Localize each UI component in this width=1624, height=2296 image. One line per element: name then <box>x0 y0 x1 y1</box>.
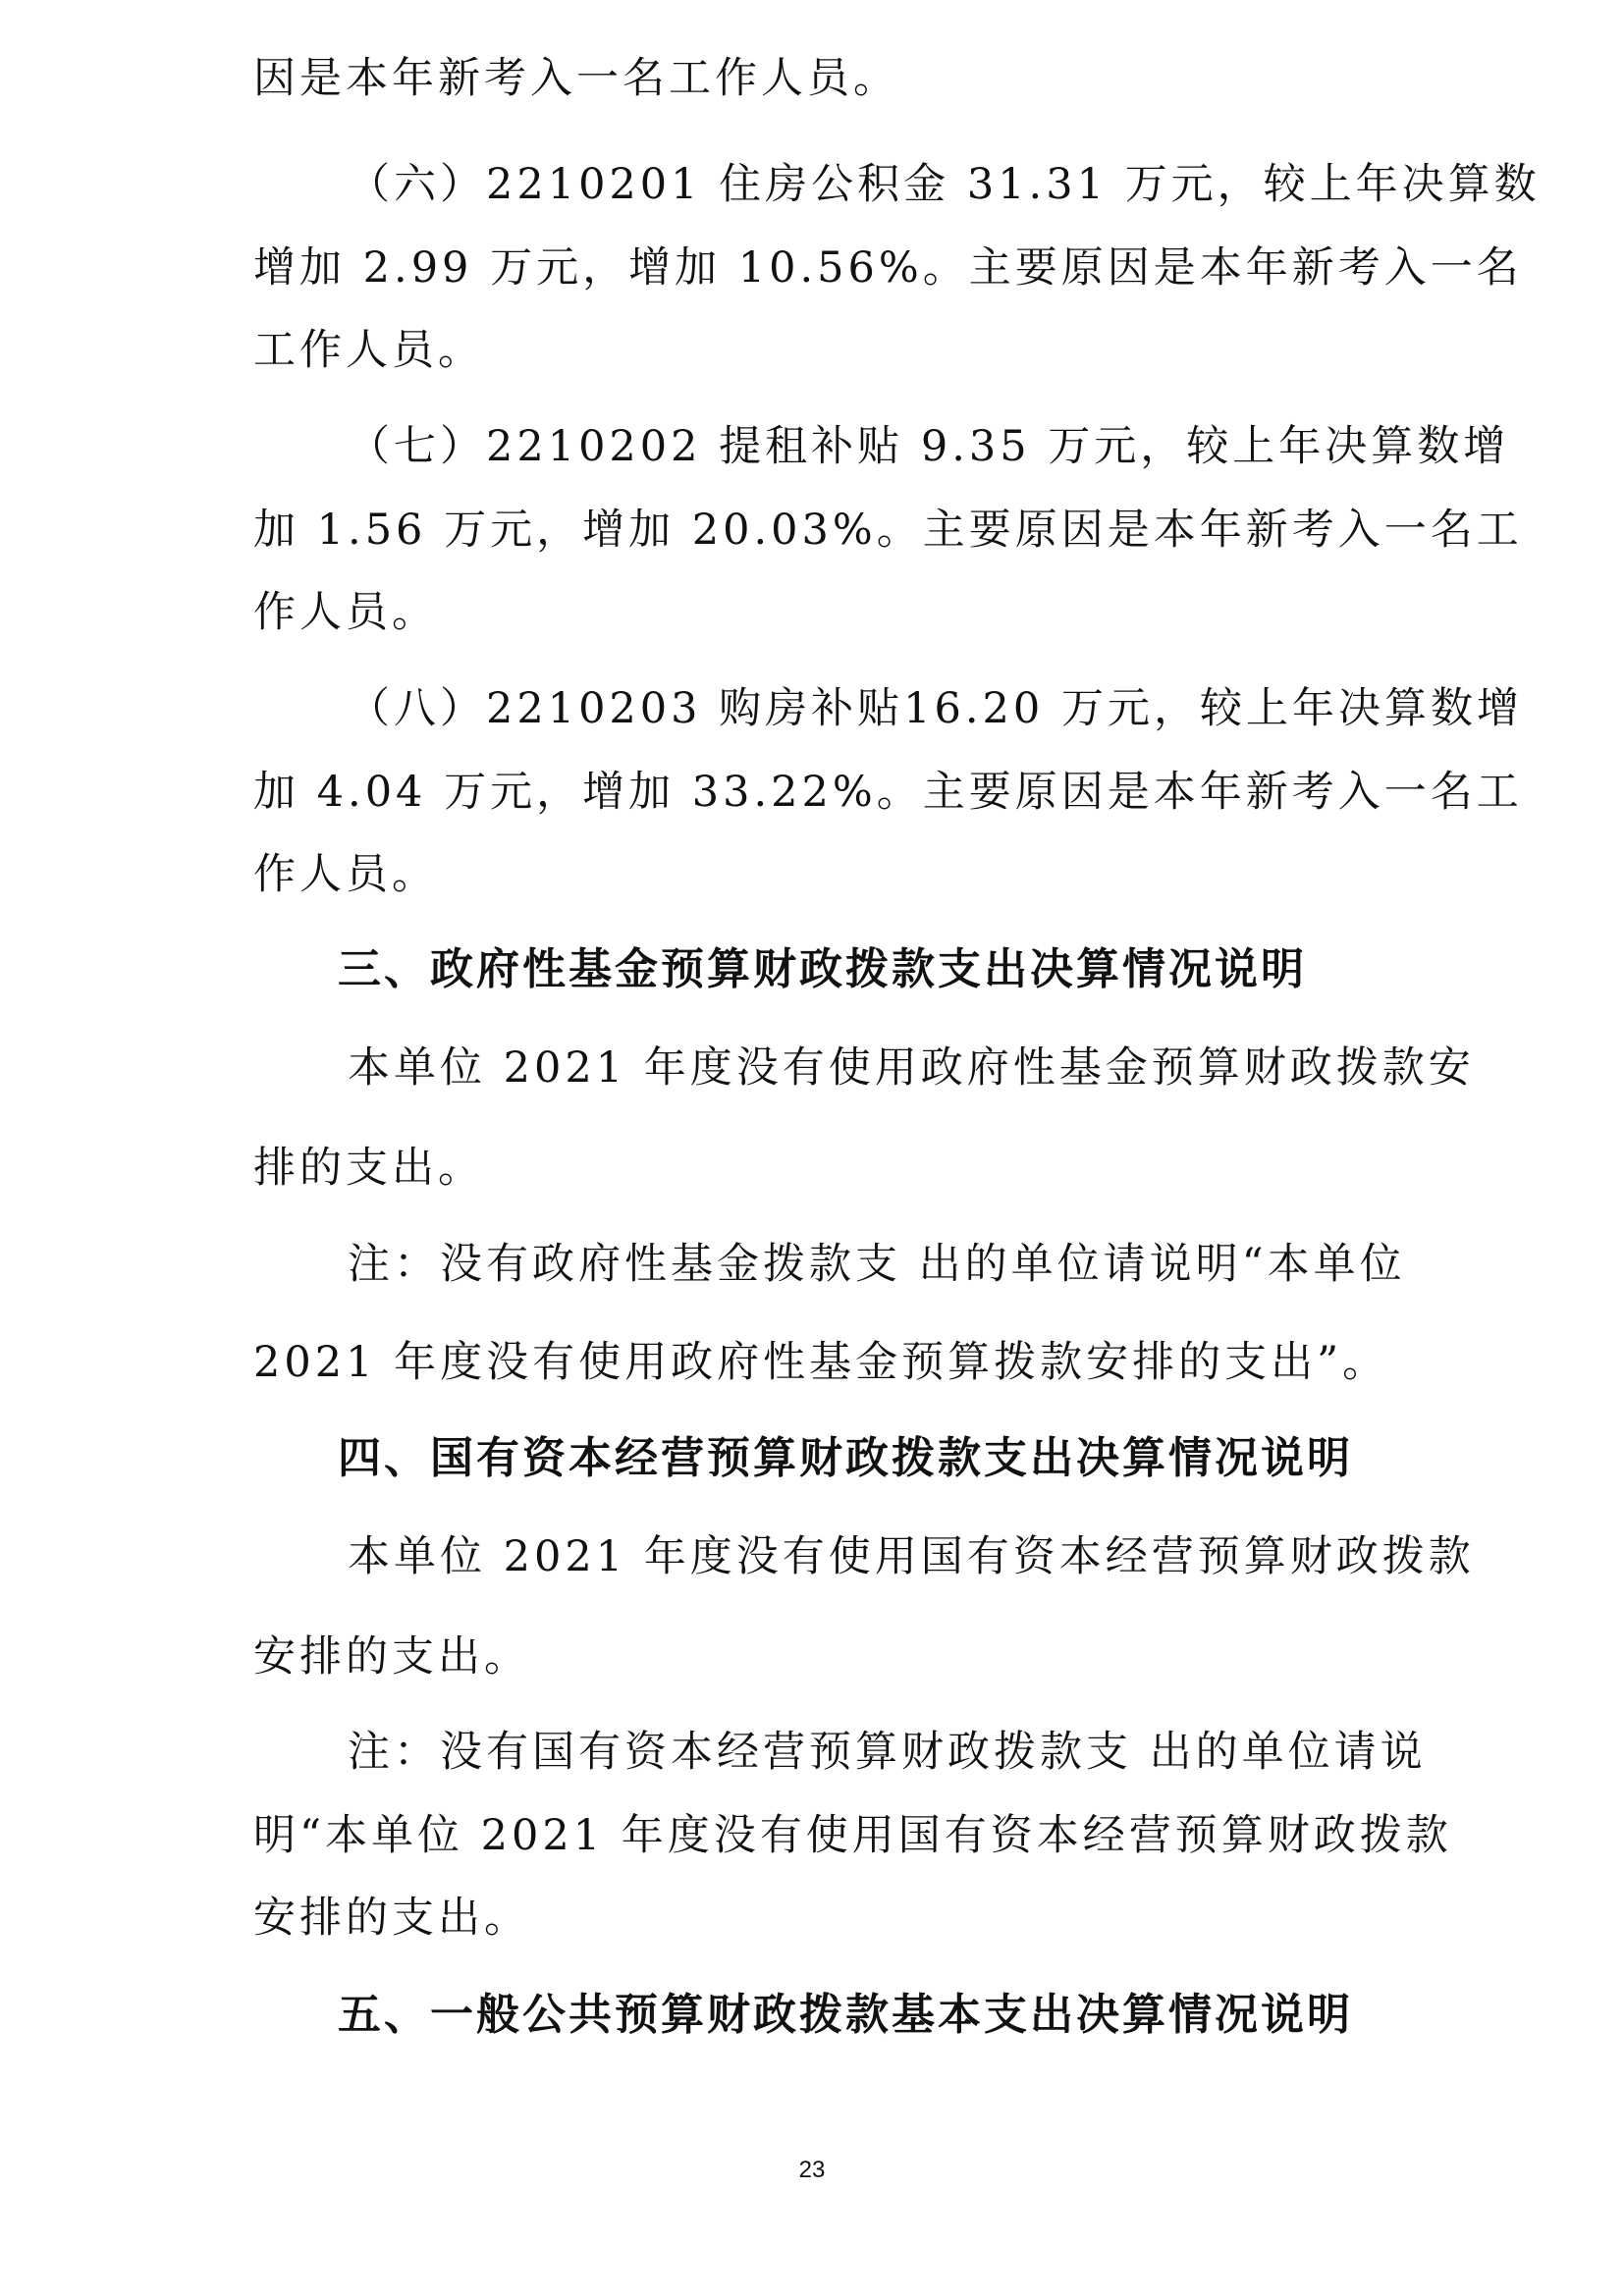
note-line: 注：没有国有资本经营预算财政拨款支 出的单位请说 <box>348 1728 1427 1777</box>
paragraph-line: 本单位 2021 年度没有使用政府性基金预算财政拨款安 <box>348 1043 1475 1093</box>
paragraph-line: 作人员。 <box>253 588 438 637</box>
note-line: 2021 年度没有使用政府性基金预算拨款安排的支出”。 <box>253 1338 1389 1387</box>
section-heading: 五、一般公共预算财政拨款基本支出决算情况说明 <box>338 1990 1353 2040</box>
paragraph-line: （六）2210201 住房公积金 31.31 万元，较上年决算数 <box>348 160 1541 209</box>
paragraph-line: （八）2210203 购房补贴16.20 万元，较上年决算数增 <box>348 684 1523 733</box>
section-heading: 三、政府性基金预算财政拨款支出决算情况说明 <box>338 944 1307 994</box>
paragraph-line: 安排的支出。 <box>253 1632 530 1682</box>
note-line: 注：没有政府性基金拨款支 出的单位请说明“本单位 <box>348 1240 1406 1289</box>
paragraph-line: 增加 2.99 万元，增加 10.56%。主要原因是本年新考入一名 <box>253 243 1523 293</box>
paragraph-line: 本单位 2021 年度没有使用国有资本经营预算财政拨款 <box>348 1532 1475 1581</box>
paragraph-line: 工作人员。 <box>253 326 484 375</box>
paragraph-line: 加 1.56 万元，增加 20.03%。主要原因是本年新考入一名工 <box>253 506 1523 555</box>
paragraph-line: 加 4.04 万元，增加 33.22%。主要原因是本年新考入一名工 <box>253 768 1523 817</box>
section-heading: 四、国有资本经营预算财政拨款支出决算情况说明 <box>338 1433 1353 1483</box>
note-line: 安排的支出。 <box>253 1894 530 1943</box>
page-number: 23 <box>798 2157 826 2183</box>
paragraph-line: 因是本年新考入一名工作人员。 <box>253 54 899 103</box>
paragraph-line: 作人员。 <box>253 850 438 899</box>
paragraph-line: （七）2210202 提租补贴 9.35 万元，较上年决算数增 <box>348 422 1510 471</box>
note-line: 明“本单位 2021 年度没有使用国有资本经营预算财政拨款 <box>253 1811 1452 1860</box>
paragraph-line: 排的支出。 <box>253 1144 484 1193</box>
